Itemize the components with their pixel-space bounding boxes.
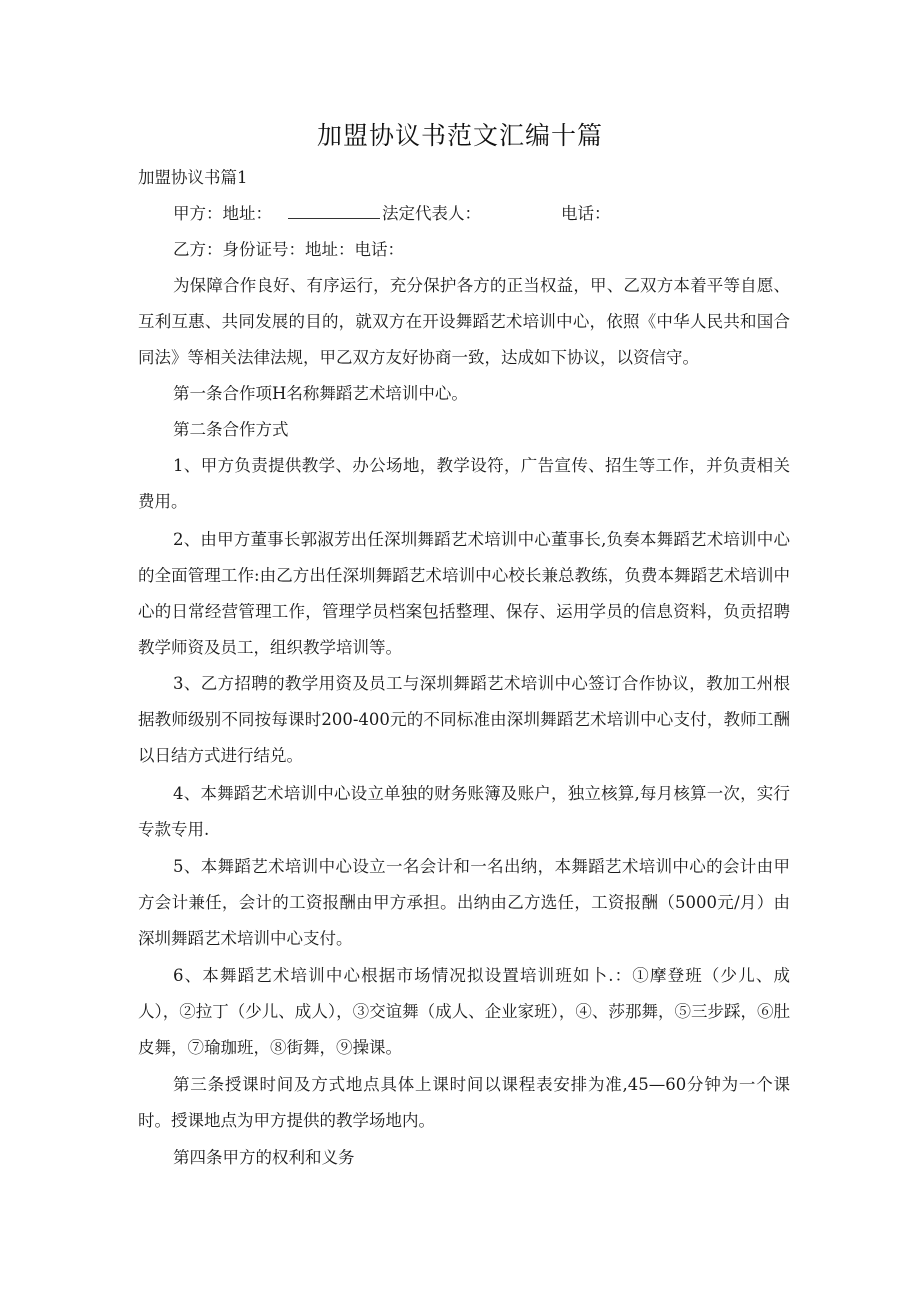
paragraph-clause-6: 6、本舞蹈艺术培训中心根据市场情况拟设置培训班如卜.：①摩登班（少儿、成人），②拉丁（少儿、成人），③交谊舞（成人、企业家班），④、莎那舞，⑤三步踩，⑥肚皮舞，⑦瑜珈班，⑧街舞，⑨操课。 <box>138 966 790 1057</box>
paragraph-article-2: 第二条合作方式 <box>173 420 289 439</box>
party-a-address-label: 甲方：地址： <box>173 204 272 223</box>
section-heading: 加盟协议书篇1 <box>138 168 248 187</box>
blank-underline <box>288 204 380 219</box>
party-b-line: 乙方：身份证号：地址：电话： <box>173 240 404 259</box>
paragraph-article-3: 第三条授课时间及方式地点具体上课时间以课程表安排为准,45—60分钟为一个课时。授课地点为甲方提供的教学场地内。 <box>138 1075 790 1130</box>
paragraph-clause-5: 5、本舞蹈艺术培训中心设立一名会计和一名出纳，本舞蹈艺术培训中心的会计由甲方会计兼任，会计的工资报酬由甲方承担。出纳由乙方选任，工资报酬（5000元/月）由深圳舞蹈艺术培训中心支付。 <box>138 857 790 948</box>
paragraph-article-1: 第一条合作项H名称舞蹈艺术培训中心。 <box>173 384 468 403</box>
paragraph-clause-1: 1、甲方负责提供教学、办公场地，教学设符，广告宣传、招生等工作，并负责相关费用。 <box>138 456 790 511</box>
paragraph-clause-4: 4、本舞蹈艺术培训中心设立单独的财务账簿及账户，独立核算,每月核算一次，实行专款专用. <box>138 784 790 839</box>
paragraph-preamble: 为保障合作良好、有序运行，充分保护各方的正当权益，甲、乙双方本着平等自愿、互利互惠、共同发展的目的，就双方在开设舞蹈艺术培训中心，依照《中华人民共和国合同法》等相关法律法规，甲乙双方友好协商一致，达成如下协议，以资信守。 <box>138 276 790 367</box>
paragraph-clause-3: 3、乙方招聘的教学用资及员工与深圳舞蹈艺术培训中心签订合作协议，教加工州根据教师级别不同按每课时200-400元的不同标准由深圳舞蹈艺术培训中心支付，教师工酬以日结方式进行结兑。 <box>138 674 790 765</box>
party-a-rep-label: 法定代表人： <box>382 204 481 223</box>
paragraph-clause-2: 2、由甲方董事长郭淑芳出任深圳舞蹈艺术培训中心董事长,负奏本舞蹈艺术培训中心的全面管理工作:由乙方出任深圳舞蹈艺术培训中心校长兼总教练，负费本舞蹈艺术培训中心的日常经营管理工作，管理学员档案包括整理、保存、运用学员的信息资料，负贡招聘教学师资及员工，组织教学培训等。 <box>138 530 790 657</box>
document-title: 加盟协议书范文汇编十篇 <box>316 121 603 150</box>
party-a-phone-label: 电话： <box>561 204 611 223</box>
party-a-line <box>173 196 611 232</box>
paragraph-article-4: 第四条甲方的权利和义务 <box>173 1148 355 1167</box>
